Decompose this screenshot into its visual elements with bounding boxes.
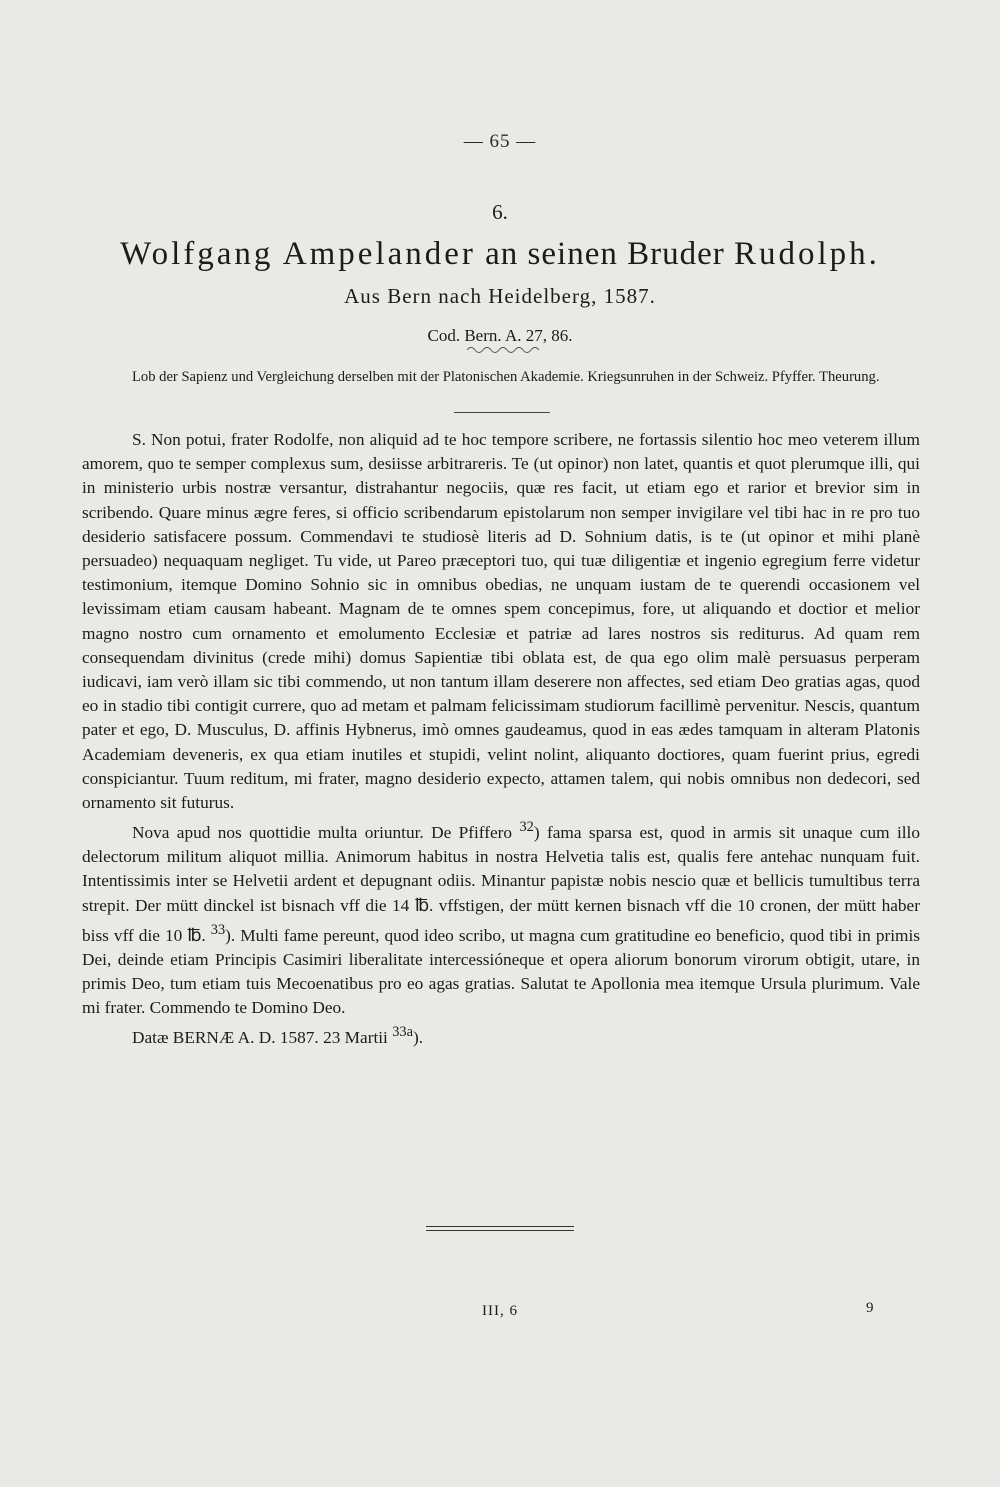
footnote-ref: 32 [519, 819, 534, 836]
paragraph-1: S. Non potui, frater Rodolfe, non aliquid ad te hoc tempore scribere, ne fortassis silentio hoc meo veterem illum amorem, quo te semper complexus sum, desiisse arbitrareris. Te (ut opinor) non latet, quantis et quot plerumque illi, qui in ministerio urbis nostræ versantur, distrahantur negociis, quæ res facit, ut etiam ego et rarior et brevior sim in scribendo. Quare minus ægre feres, si officio scribendarum epistolarum non semper invigilare vel tibi hac in re pro tuo desiderio satisfacere possum. Commendavi te studiosè literis ad D. Sohnium datis, is te (ut opinor et mihi planè persuadeo) nequaquam negliget. Tu vide, ut Pareo præceptori tuo, qui tuæ diligentiæ et ingenio egregium ferre videtur testimonium, itemque Domino Sohnio sic in omnibus obedias, ne unquam iustam de te querendi occasionem vel levissimam etiam causam habeant. Magnam de te omnes spem concepimus, fore, ut aliquando et doctior et melior magno nostro cum ornamento et emolumento Ecclesiæ et patriæ ad lares nostros sis rediturus. Ad quam rem consequendam divinitus (crede mihi) domus Sapientiæ tibi oblata est, de qua ego olim malè persuasus perperam iudicavi, iam verò illam sic tibi commendo, ut non tantum illam deserere non affectes, sed etiam Deo gratias agas, quod eo in stadio tibi contigit currere, quo ad metam et palmam felicissimam studiorum facillimè pervenitur. Nescis, quantum pater et ego, D. Musculus, D. affinis Hybnerus, imò omnes gaudeamus, quod in eas ædes tamquam in alteram Platonis Academiam deveneris, ex qua etiam inutiles et stupidi, velint nolint, aliquanto doctiores, quam fuerint prius, egredi conspiciantur. Tuum reditum, mi frater, magno desiderio expecto, attamen talem, qui nobis omnibus non dedecori, sed ornamento sit futurus. [82, 430, 920, 813]
title-sender: Wolfgang Ampelander [120, 236, 476, 272]
manuscript-source: Cod. Bern. A. 27, 86. [427, 326, 573, 345]
letter-body [82, 428, 920, 1050]
letter-origin: Aus Bern nach Heidelberg, 1587. [344, 284, 656, 308]
title-middle: an seinen Bruder [475, 236, 734, 272]
paragraph-2-text-b: ) fama sparsa est, quod in armis sit unaque cum illo delectorum militum aliquot millia. Animorum habitus in nostra Helvetia talis est, qualis fere antehac nunquam fuit. Intentissimis inter se Helvetii ardent et depugnant odiis. Minantur papistæ nobis nescio quæ et bellicis tumultibus terra strepit. Der mütt dinckel ist bisnach vff die 14 ℔. vffstigen, der mütt kernen bisnach vff die 10 cronen, der mütt haber biss vff die 10 ℔. [82, 823, 920, 945]
footnote-ref: 33a [392, 1024, 413, 1041]
page-number: — 65 — [463, 131, 537, 152]
letter-title [0, 236, 1000, 273]
short-divider [454, 412, 550, 413]
dateline-close: ). [413, 1028, 424, 1048]
paragraph-2-text-a: Nova apud nos quottidie multa oriuntur. De Pfiffero [132, 823, 520, 843]
paragraph-2-text-c: ). Multi fame pereunt, quod ideo scribo, ut magna cum gratitudine eo beneficio, quod tibi in primis Dei, deinde etiam Principis Casimiri liberalitate intercessióneque et opera aliorum bonorum virorum obtigit, utare, in primis Deo, tum etiam tuis Mecoenatibus pro eo agas gratias. Salutat te Apollonia mea itemque Ursula plurimum. Vale mi frater. Commendo te Domino Deo. [82, 925, 920, 1018]
double-divider [426, 1226, 574, 1234]
title-recipient: Rudolph. [734, 236, 880, 272]
dateline [82, 1020, 920, 1050]
paragraph-2 [82, 815, 920, 1020]
footnote-ref: 33 [210, 921, 226, 938]
wavy-ornament [465, 343, 541, 357]
letter-number: 6. [492, 200, 508, 224]
sheet-signature: III, 6 [482, 1303, 518, 1319]
letter-summary: Lob der Sapienz und Vergleichung derselben mit der Platonischen Akademie. Kriegsunruhen in der Schweiz. Pfyffer. Theurung. [132, 369, 880, 385]
dateline-text: Datæ BERNÆ A. D. 1587. 23 Martii [132, 1028, 393, 1048]
sheet-number: 9 [866, 1300, 874, 1316]
